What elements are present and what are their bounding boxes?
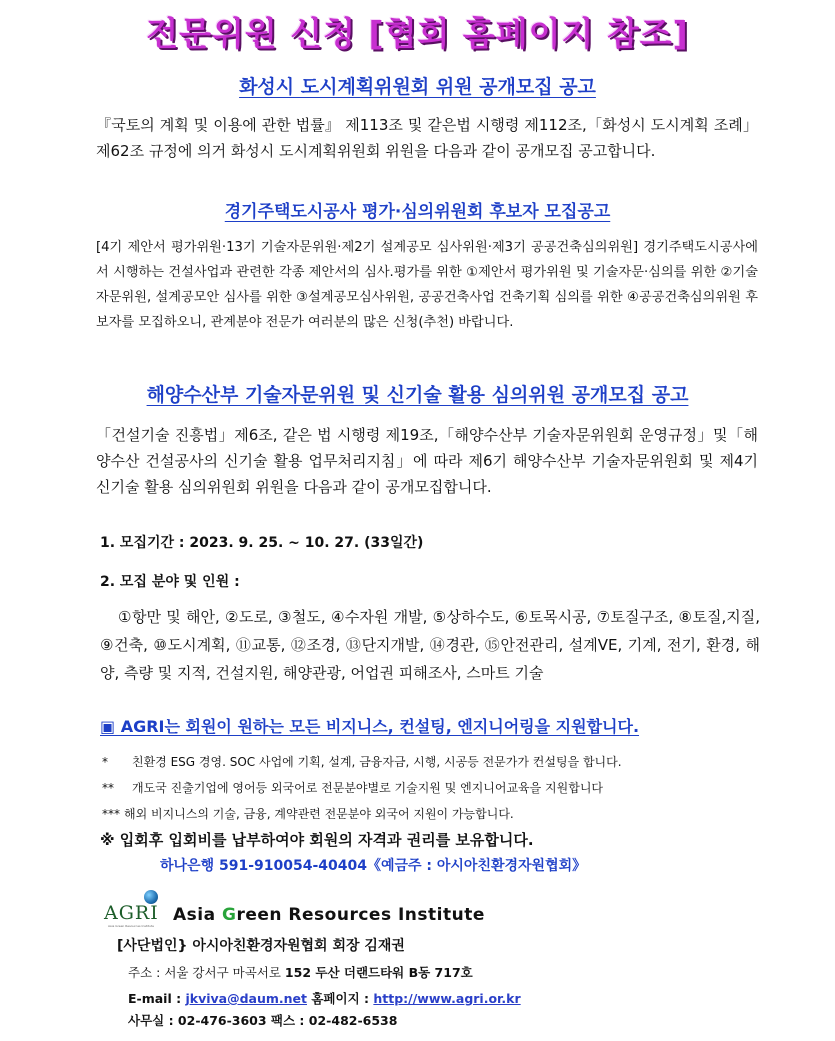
fields-title: 2. 모집 분야 및 인원 : (100, 574, 240, 590)
note-mark: ** (102, 781, 114, 795)
email-line (128, 989, 521, 1007)
address-label: 주소 : (128, 965, 165, 980)
logo-subtext: Asia Green Resources Institute (108, 924, 155, 928)
homepage-label: 홈페이지 : (307, 991, 374, 1006)
corp-line: [사단법인} 아시아친환경자원협회 회장 김재권 (117, 938, 405, 954)
section1-heading: 화성시 도시계획위원회 위원 공개모집 공고 (239, 76, 596, 98)
note-text: 개도국 진출기업에 영어등 외국어로 전문분야별로 기술지원 및 엔지니어교육을 지원합니다 (132, 781, 604, 795)
institute-part1: Asia (173, 905, 222, 925)
institute-name (173, 905, 485, 925)
institute-part2: reen Resources Institute (236, 905, 485, 925)
section2-body: [4기 제안서 평가위원·13기 기술자문위원·제2기 설계공모 심사위원·제3기 공공건축심의위원] 경기주택도시공사에서 시행하는 건설사업과 관련한 각종 제안서의 심사.평가를 위한 ①제안서 평가위원 및 기술자문·심의를 위한 ②기술자문위원, 설계공모안 심사를 위한 ③설계공모심사위원, 공공건축사업 건축기획 심의를 위한 ④공공건축심의위원 후보자를 모집하오니, 관계분야 전문가 여러분의 많은 신청(추천) 바랍니다. (96, 240, 758, 330)
email-link[interactable]: jkviva@daum.net (185, 991, 307, 1006)
note-text: 친환경 ESG 경영. SOC 사업에 기획, 설계, 금융자금, 시행, 시공등 전문가가 컨설팅을 합니다. (132, 755, 622, 769)
address-text: 서울 강서구 마곡서로 (164, 965, 285, 980)
note-mark: * (102, 755, 108, 769)
section3-body: 「건설기술 진흥법」제6조, 같은 법 시행령 제19조,「해양수산부 기술자문위원회 운영규정」및「해양수산 건설공사의 신기술 활용 업무처리지침」에 따라 제6기 해양수산부 기술자문위원회 및 제4기 신기술 활용 심의위원회 위원을 다음과 같이 공개모집합니다. (96, 426, 758, 496)
logo-text: AGRI (104, 902, 159, 924)
section3-heading: 해양수산부 기술자문위원 및 신기술 활용 심의위원 공개모집 공고 (146, 384, 689, 406)
note-mark: *** (102, 807, 120, 821)
agri-support-line: ▣ AGRI는 회원이 원하는 모든 비지니스, 컨설팅, 엔지니어링을 지원합니다. (100, 717, 640, 736)
email-label: E-mail : (128, 991, 186, 1006)
fields-list: ①항만 및 해안, ②도로, ③철도, ④수자원 개발, ⑤상하수도, ⑥토목시공, ⑦토질구조, ⑧토질,지질, ⑨건축, ⑩도시계획, ⑪교통, ⑫조경, ⑬단지개발, ⑭경관, ⑮안전관리, 설계VE, 기계, 전기, 환경, 해양, 측량 및 지적, 건설지원, 해양관광, 어업권 피해조사, 스마트 기술 (100, 608, 760, 682)
page-banner: 전문위원 신청 [협회 홈페이지 참조] (146, 14, 689, 53)
address-bold: 152 두산 더랜드타워 B동 717호 (284, 965, 473, 980)
section2-heading: 경기주택도시공사 평가·심의위원회 후보자 모집공고 (224, 202, 611, 222)
note-3 (102, 805, 514, 822)
note-text: 해외 비지니스의 기술, 금융, 계약관련 전문분야 외국어 지원이 가능합니다. (124, 807, 514, 821)
note-1 (102, 753, 622, 770)
bank-account: 하나은행 591-910054-40404《예금주 : 아시아친환경자원협회》 (160, 858, 587, 874)
recruitment-period: 1. 모집기간 : 2023. 9. 25. ~ 10. 27. (33일간) (100, 535, 424, 551)
agri-logo (104, 890, 170, 932)
office-line: 사무실 : 02-476-3603 팩스 : 02-482-6538 (128, 1013, 398, 1028)
address-line (128, 963, 473, 981)
homepage-link[interactable]: http://www.agri.or.kr (373, 991, 521, 1006)
membership-notice: ※ 입회후 입회비를 납부하여야 회원의 자격과 권리를 보유합니다. (100, 831, 534, 849)
section1-body: 『국토의 계획 및 이용에 관한 법률』 제113조 및 같은법 시행령 제112조,「화성시 도시계획 조례」제62조 규정에 의거 화성시 도시계획위원회 위원을 다음과 같이 공개모집 공고합니다. (96, 116, 758, 160)
institute-green-letter: G (222, 905, 237, 925)
note-2 (102, 779, 603, 796)
